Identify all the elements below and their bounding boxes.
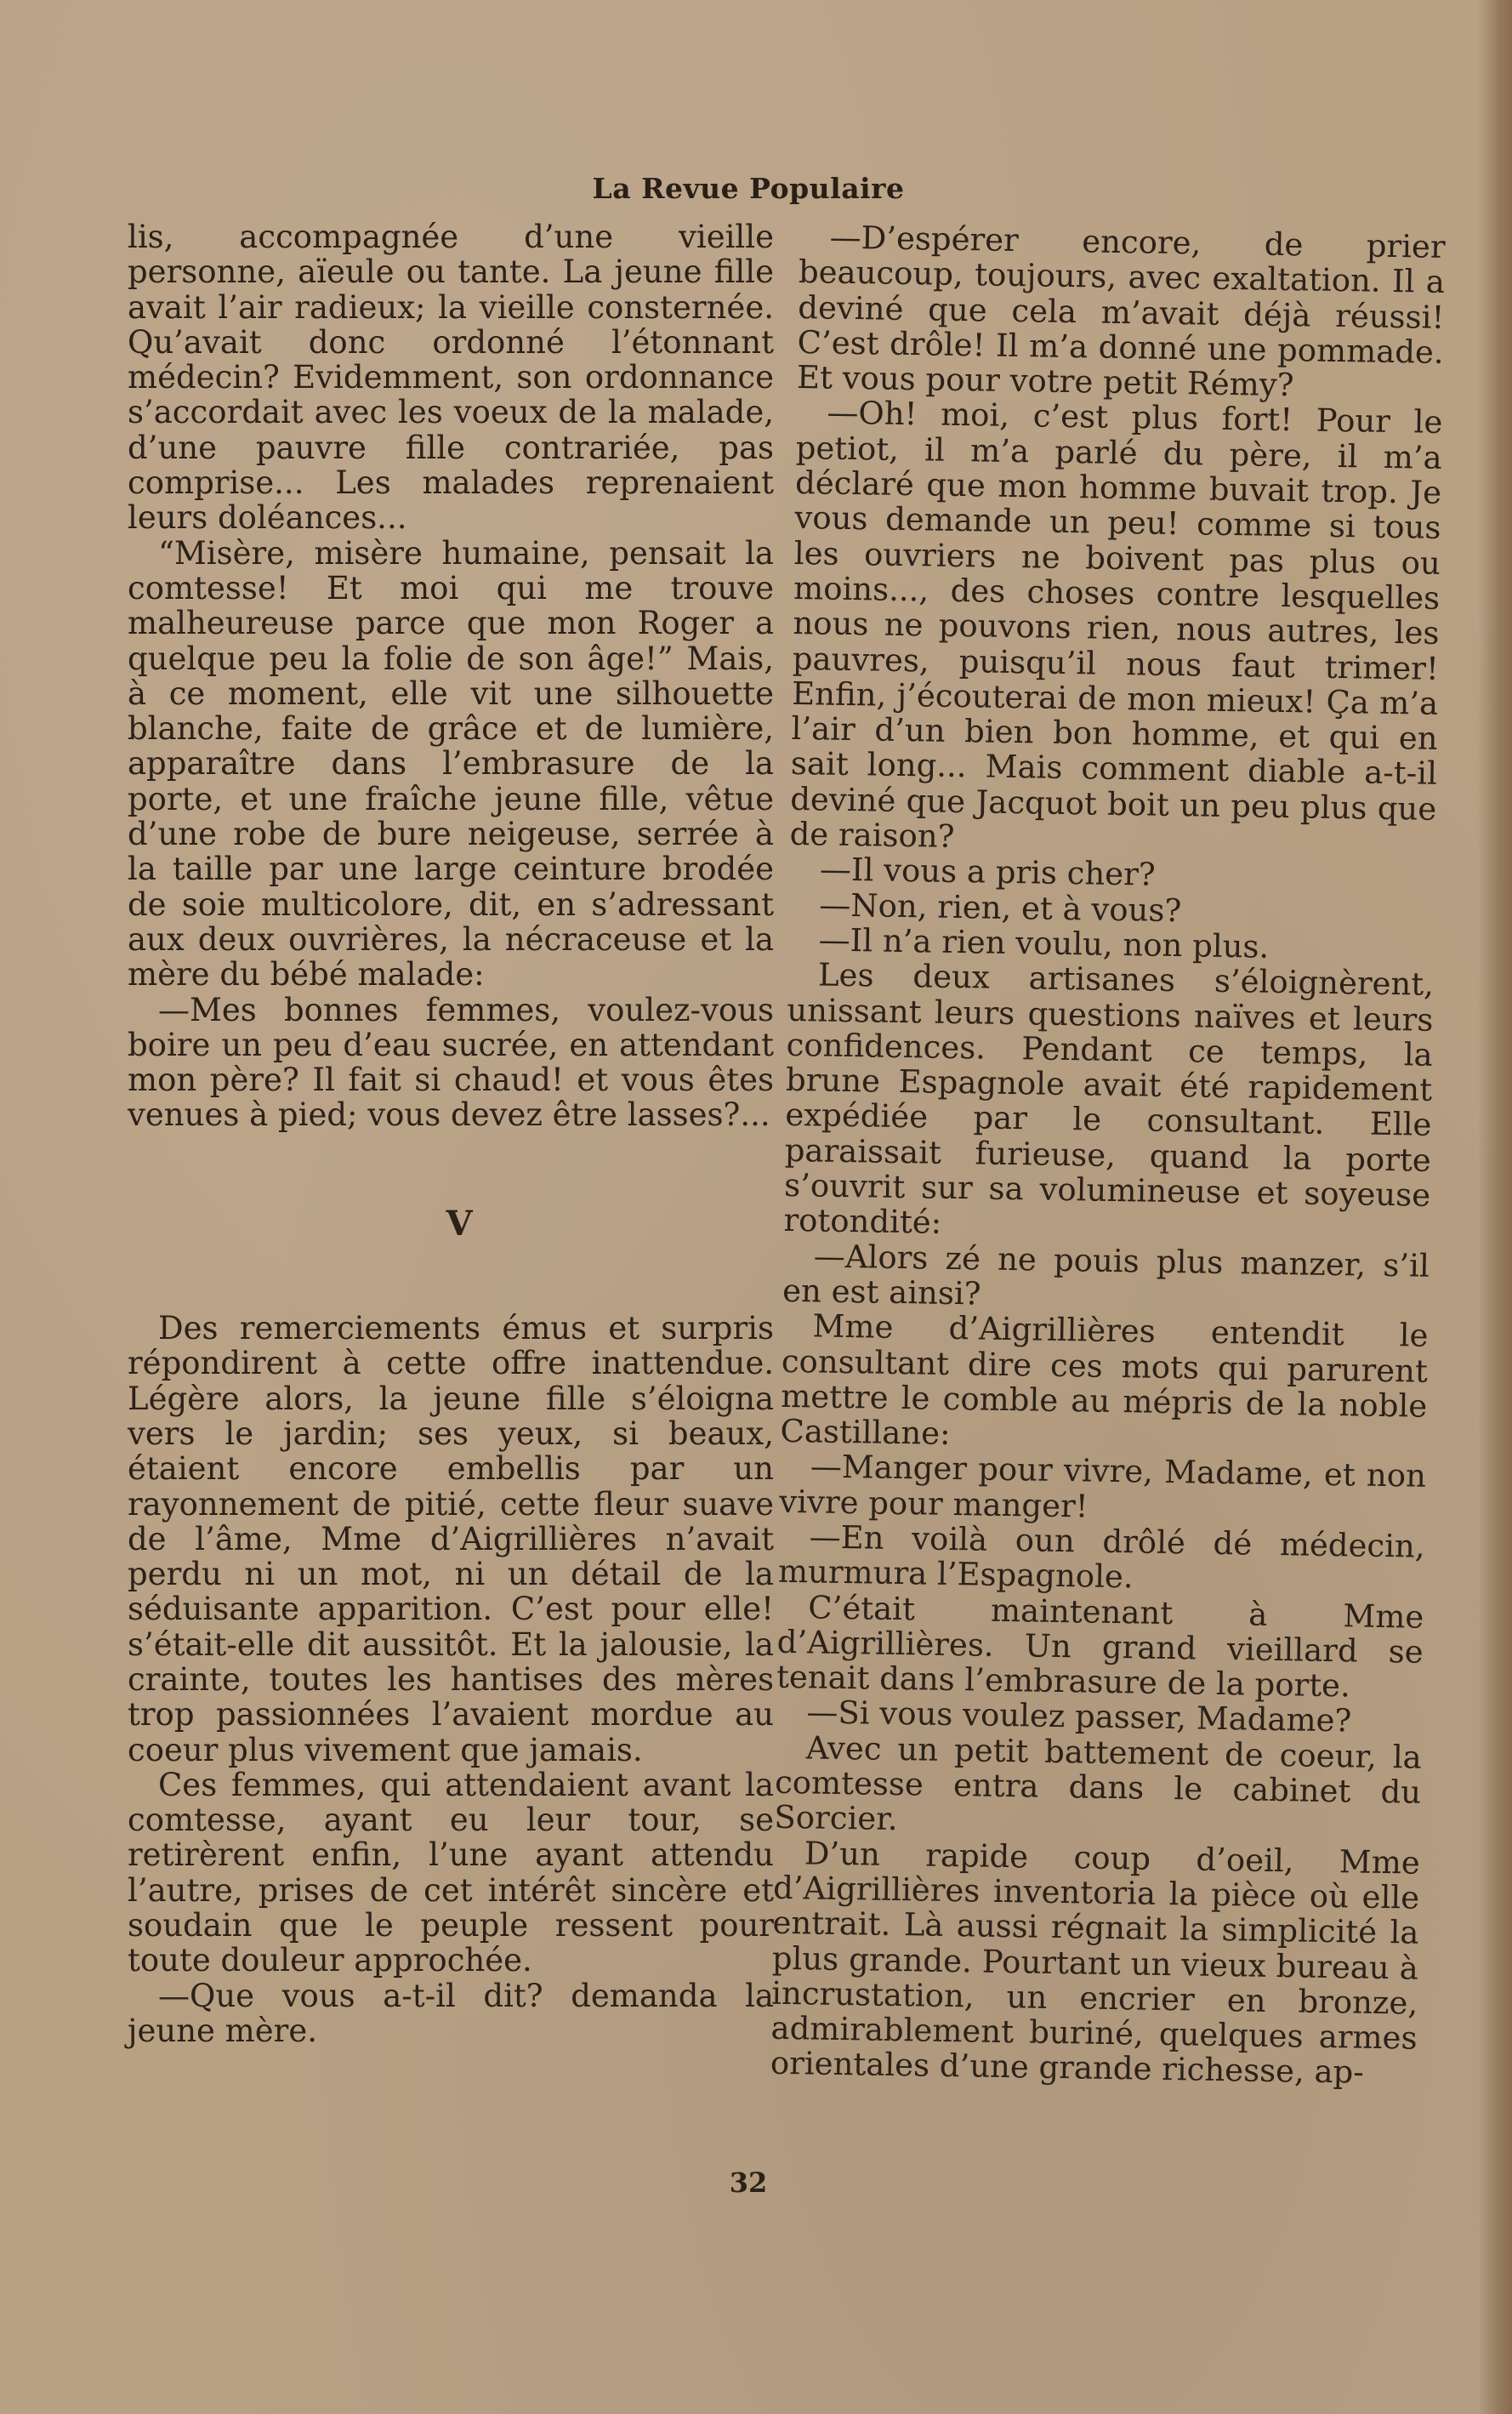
- section-heading: V: [446, 1203, 473, 1244]
- paragraph: Les deux artisanes s’éloignèrent, unissant leurs questions naïves et leurs confidences. Pendant ce temps, la brune Espagnole avait été rapidement expédiée par le consultant. Elle paraissait furieuse, quand la porte s’ouvrit sur sa volumineuse et soyeuse rotondité:: [783, 956, 1435, 1242]
- running-header: La Revue Populaire: [592, 172, 905, 205]
- paragraph: —Alors zé ne pouis plus manzer, s’il en est ainsi?: [782, 1238, 1430, 1312]
- paragraph: Avec un petit battement de coeur, la comtesse entra dans le cabinet du Sorcier.: [774, 1729, 1423, 1838]
- paragraph: —Oh! moi, c’est plus fort! Pour le petiot, il m’a parlé du père, il m’a déclaré que mon homme buvait trop. Je vous demande un peu! comme si tous les ouvriers ne boivent pas plus ou moins..., des choses contre lesquelles nous ne pouvons rien, nous autres, les pauvres, puisqu’il nous faut trimer! Enfin, j’écouterai de mon mieux! Ça m’a l’air d’un bien bon homme, et qui en sait long... Mais comment diable a-t-il deviné que Jacquot boit un peu plus que de raison?: [789, 395, 1443, 856]
- paragraph: D’un rapide coup d’oeil, Mme d’Aigrillières inventoria la pièce où elle entrait. Là aussi régnait la simplicité la plus grande. Pourtant un vieux bureau à incrustation, un encrier en bronze, admirablement buriné, quelques armes orientales d’une grande richesse, ap-: [770, 1834, 1421, 2092]
- paragraph: lis, accompagnée d’une vieille personne, aïeule ou tante. La jeune fille avait l’air radieux; la vieille consternée. Qu’avait donc ordonné l’étonnant médecin? Evidemment, son ordonnance s’accordait avec les voeux de la malade, d’une pauvre fille contrariée, pas comprise... Les malades reprenaient leurs doléances...: [128, 219, 774, 537]
- paragraph: Des remerciements émus et surpris répondirent à cette offre inattendue. Légère alors, la jeune fille s’éloigna vers le jardin; ses yeux, si beaux, étaient encore embellis par un rayonnement de pitié, cette fleur suave de l’âme, Mme d’Aigrillières n’avait perdu ni un mot, ni un détail de la séduisante apparition. C’est pour elle! s’était-elle dit aussitôt. Et la jalousie, la crainte, toutes les hantises des mères trop passionnées l’avaient mordue au coeur plus vivement que jamais.: [128, 1310, 774, 1768]
- page-number: 32: [729, 2166, 768, 2199]
- paragraph: C’était maintenant à Mme d’Aigrillières. Un grand vieillard se tenait dans l’embrasure de la porte.: [776, 1588, 1424, 1705]
- paragraph: —Il vous a pris cher?: [819, 851, 1157, 894]
- paragraph: —Il n’a rien voulu, non plus.: [818, 921, 1270, 965]
- paragraph: —Mes bonnes femmes, voulez-vous boire un peu d’eau sucrée, en attendant mon père? Il fait si chaud! et vous êtes venues à pied; vous devez être lasses?...: [128, 991, 774, 1134]
- paragraph: —Que vous a-t-il dit? demanda la jeune mère.: [128, 1977, 774, 2049]
- page-edge: [1478, 0, 1512, 2414]
- paragraph: —Si vous voulez passer, Madame?: [806, 1694, 1352, 1739]
- paragraph: “Misère, misère humaine, pensait la comtesse! Et moi qui me trouve malheureuse parce que mon Roger a quelque peu la folie de son âge!” Mais, à ce moment, elle vit une silhouette blanche, faite de grâce et de lumière, apparaître dans l’embrasure de la porte, et une fraîche jeune fille, vêtue d’une robe de bure neigeuse, serrée à la taille par une large ceinture brodée de soie multicolore, dit, en s’adressant aux deux ouvrières, la nécraceuse et la mère du bébé malade:: [128, 534, 774, 993]
- paragraph: —Non, rien, et à vous?: [819, 886, 1182, 929]
- paragraph: —D’espérer encore, de prier beaucoup, toujours, avec exaltation. Il a deviné que cela m’avait déjà réussi! C’est drôle! Il m’a donné une pommade. Et vous pour votre petit Rémy?: [796, 219, 1446, 404]
- paragraph: —Manger pour vivre, Madame, et non vivre pour manger!: [778, 1448, 1427, 1525]
- paragraph: Mme d’Aigrillières entendit le consultant dire ces mots qui parurent mettre le comble au mépris de la noble Castillane:: [780, 1307, 1429, 1453]
- left-column: [128, 219, 774, 2048]
- right-column: [770, 219, 1446, 2091]
- paragraph: —En voilà oun drôlé dé médecin, murmura l’Espagnole.: [777, 1518, 1425, 1596]
- paragraph: Ces femmes, qui attendaient avant la comtesse, ayant eu leur tour, se retirèrent enfin, l’une ayant attendu l’autre, prises de cet intérêt sincère et soudain que le peuple ressent pour toute douleur approchée.: [128, 1766, 774, 1979]
